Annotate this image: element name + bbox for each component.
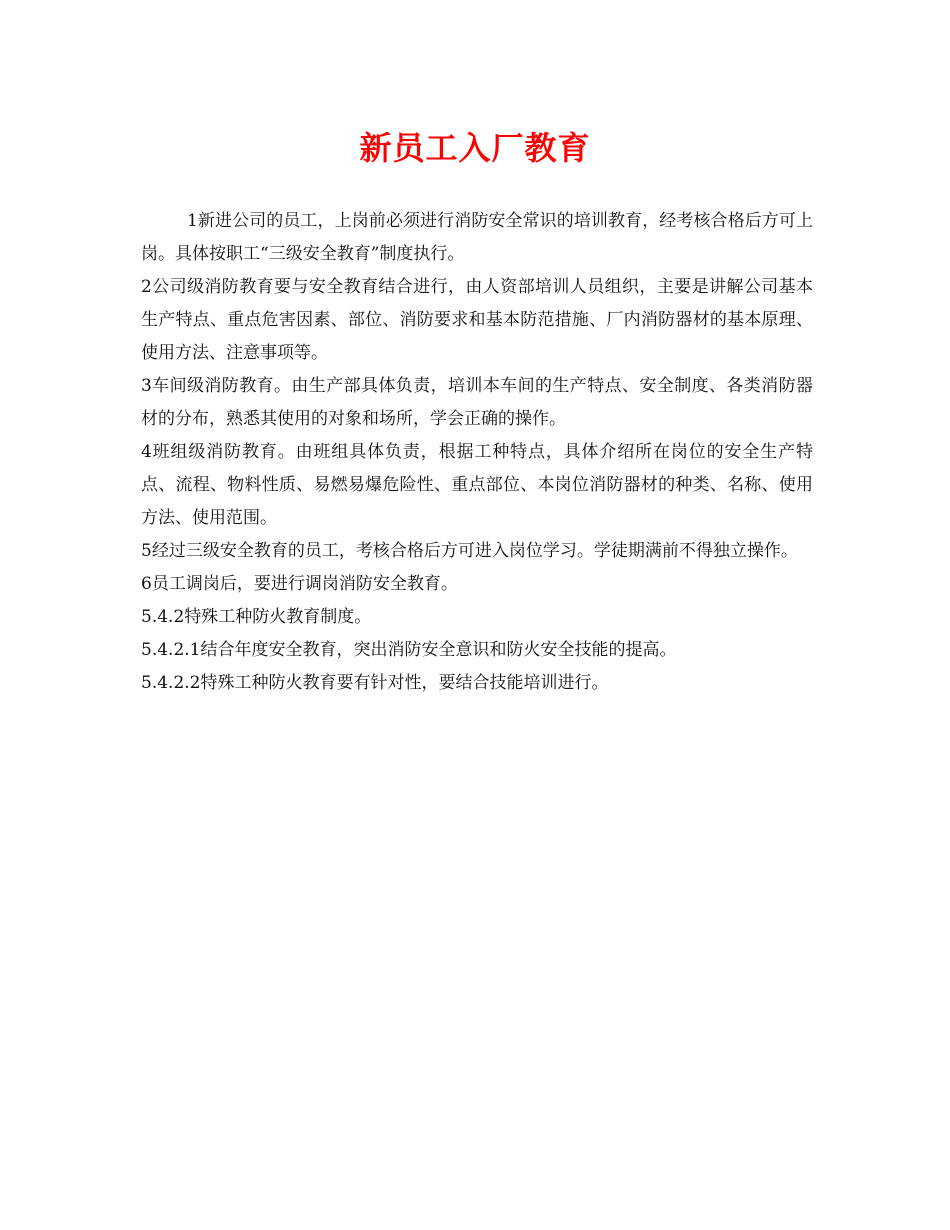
paragraph-4: 4班组级消防教育。由班组具体负责，根据工种特点，具体介绍所在岗位的安全生产特点、流程、物料性质、易燃易爆危险性、重点部位、本岗位消防器材的种类、名称、使用方法、使用范围。 — [141, 442, 813, 528]
section-item-5-4-2-2: 5.4.2.2特殊工种防火教育要有针对性，要结合技能培训进行。 — [141, 673, 609, 693]
section-heading-5-4-2: 5.4.2特殊工种防火教育制度。 — [141, 607, 372, 627]
paragraph-2: 2公司级消防教育要与安全教育结合进行，由人资部培训人员组织，主要是讲解公司基本生产特点、重点危害因素、部位、消防要求和基本防范措施、厂内消防器材的基本原理、使用方法、注意事项等。 — [141, 277, 813, 363]
paragraph-3: 3车间级消防教育。由生产部具体负责，培训本车间的生产特点、安全制度、各类消防器材的分布，熟悉其使用的对象和场所，学会正确的操作。 — [141, 376, 813, 429]
paragraph-6: 6员工调岗后，要进行调岗消防安全教育。 — [141, 574, 458, 594]
paragraph-5: 5经过三级安全教育的员工，考核合格后方可进入岗位学习。学徒期满前不得独立操作。 — [141, 541, 798, 561]
section-item-5-4-2-1: 5.4.2.1结合年度安全教育，突出消防安全意识和防火安全技能的提高。 — [141, 640, 677, 660]
paragraph-1: 1新进公司的员工，上岗前必须进行消防安全常识的培训教育，经考核合格后方可上岗。具体按职工“三级安全教育”制度执行。 — [141, 211, 813, 264]
document-body — [141, 205, 813, 700]
document-title: 新员工入厂教育 — [359, 129, 591, 167]
